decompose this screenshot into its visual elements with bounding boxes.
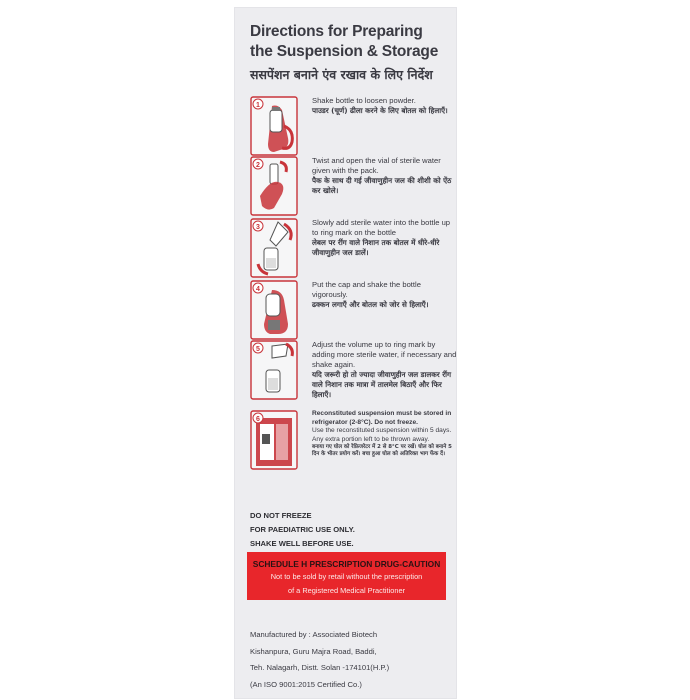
manufacturer-line-3: Teh. Nalagarh, Distt. Solan -174101(H.P.) bbox=[250, 663, 390, 672]
step-text-english: Use the reconstituted suspension within 5 days. Any extra portion left to be thrown away. bbox=[312, 427, 452, 443]
step-text bbox=[312, 96, 457, 116]
step-number: 6 bbox=[256, 416, 260, 423]
step-text-english: Slowly add sterile water into the bottle up to ring mark on the bottle bbox=[312, 218, 451, 237]
step-text-english: Twist and open the vial of sterile water given with the pack. bbox=[312, 156, 441, 175]
step-1 bbox=[250, 96, 450, 156]
warning-do-not-freeze: DO NOT FREEZE bbox=[250, 511, 312, 520]
step-text-english: Put the cap and shake the bottle vigorously. bbox=[312, 280, 421, 299]
schedule-h-line-1: Not to be sold by retail without the prescription bbox=[270, 572, 423, 581]
hindi-title: ससपेंशन बनाने एंव रखाव के लिए निर्देश bbox=[250, 67, 433, 82]
step-text-hindi: यदि जरूरी हो तो ज्यादा जीवाणुहीन जल डालकर रींग वाले निशान तक मात्रा में तालमेल बिठाएँ और फिर हिलाएँ। bbox=[312, 370, 452, 399]
step-number: 1 bbox=[256, 102, 260, 109]
manufacturer-line-2: Kishanpura, Guru Majra Road, Baddi, bbox=[250, 646, 377, 656]
step-text-english: Adjust the volume up to ring mark by adding more sterile water, if necessary and shake again. bbox=[312, 340, 457, 369]
step-text-hindi: लेबल पर रींग वाले निशान तक बोतल में धीरे-धीरे जीवाणुहीन जल डालें। bbox=[312, 238, 440, 257]
step-text bbox=[312, 218, 457, 258]
step-number: 2 bbox=[256, 162, 260, 169]
step-text bbox=[312, 340, 457, 400]
add-water-illustration bbox=[250, 218, 298, 278]
warning-paediatric-use: FOR PAEDIATRIC USE ONLY. bbox=[250, 525, 355, 534]
step-text bbox=[312, 280, 457, 310]
step-number: 3 bbox=[256, 224, 260, 231]
open-vial-illustration bbox=[250, 156, 298, 216]
step-text-hindi: बनाया गए घोल को रेफ्रिजरेटर में 2 से 8°C पर रखें। घोल को बनाने 5 दिन के भीतर प्रयोग करें। बचा हुआ घोल को अतिरिक्त भाग फेंक दें। bbox=[312, 444, 452, 457]
step-text-english: Shake bottle to loosen powder. bbox=[312, 96, 416, 105]
manufacturer-info bbox=[250, 627, 450, 693]
page-title bbox=[250, 22, 450, 62]
step-3 bbox=[250, 218, 450, 278]
warning-shake-well: SHAKE WELL BEFORE USE. bbox=[250, 539, 354, 548]
step-number: 5 bbox=[256, 346, 260, 353]
step-6 bbox=[250, 410, 450, 476]
refrigerator-illustration bbox=[250, 410, 298, 470]
manufacturer-line-1: Manufactured by : Associated Biotech bbox=[250, 630, 378, 639]
step-text-hindi: पाउडर (चूर्ण) ढीला करने के लिए बोतल को हिलाएँ। bbox=[312, 106, 448, 115]
step-5 bbox=[250, 340, 457, 400]
shake-bottle-illustration bbox=[250, 96, 298, 156]
shake-vigorously-illustration bbox=[250, 280, 298, 340]
storage-instruction: Reconstituted suspension must be stored in refrigerator (2-8°C). Do not freeze. bbox=[312, 410, 452, 426]
step-text-hindi: पैक के साथ दी गई जीवाणुहीन जल की शीशी को ऐंठ कर खोले। bbox=[312, 176, 452, 195]
step-4 bbox=[250, 280, 450, 340]
step-number: 4 bbox=[256, 286, 260, 293]
step-text-hindi: ढक्कन लगाएँ और बोतल को जोर से हिलाएँ। bbox=[312, 300, 429, 309]
schedule-h-line-2: of a Registered Medical Practitioner bbox=[287, 586, 406, 595]
manufacturer-line-4: (An ISO 9001:2015 Certified Co.) bbox=[250, 679, 362, 689]
adjust-volume-illustration bbox=[250, 340, 298, 400]
step-2 bbox=[250, 156, 450, 216]
schedule-h-heading: SCHEDULE H PRESCRIPTION DRUG-CAUTION bbox=[252, 559, 441, 569]
step-text bbox=[312, 156, 457, 196]
title-line-2: the Suspension & Storage bbox=[250, 43, 439, 60]
title-line-1: Directions for Preparing bbox=[250, 23, 423, 40]
schedule-h-caution-box bbox=[247, 552, 446, 600]
step-text bbox=[312, 410, 457, 458]
